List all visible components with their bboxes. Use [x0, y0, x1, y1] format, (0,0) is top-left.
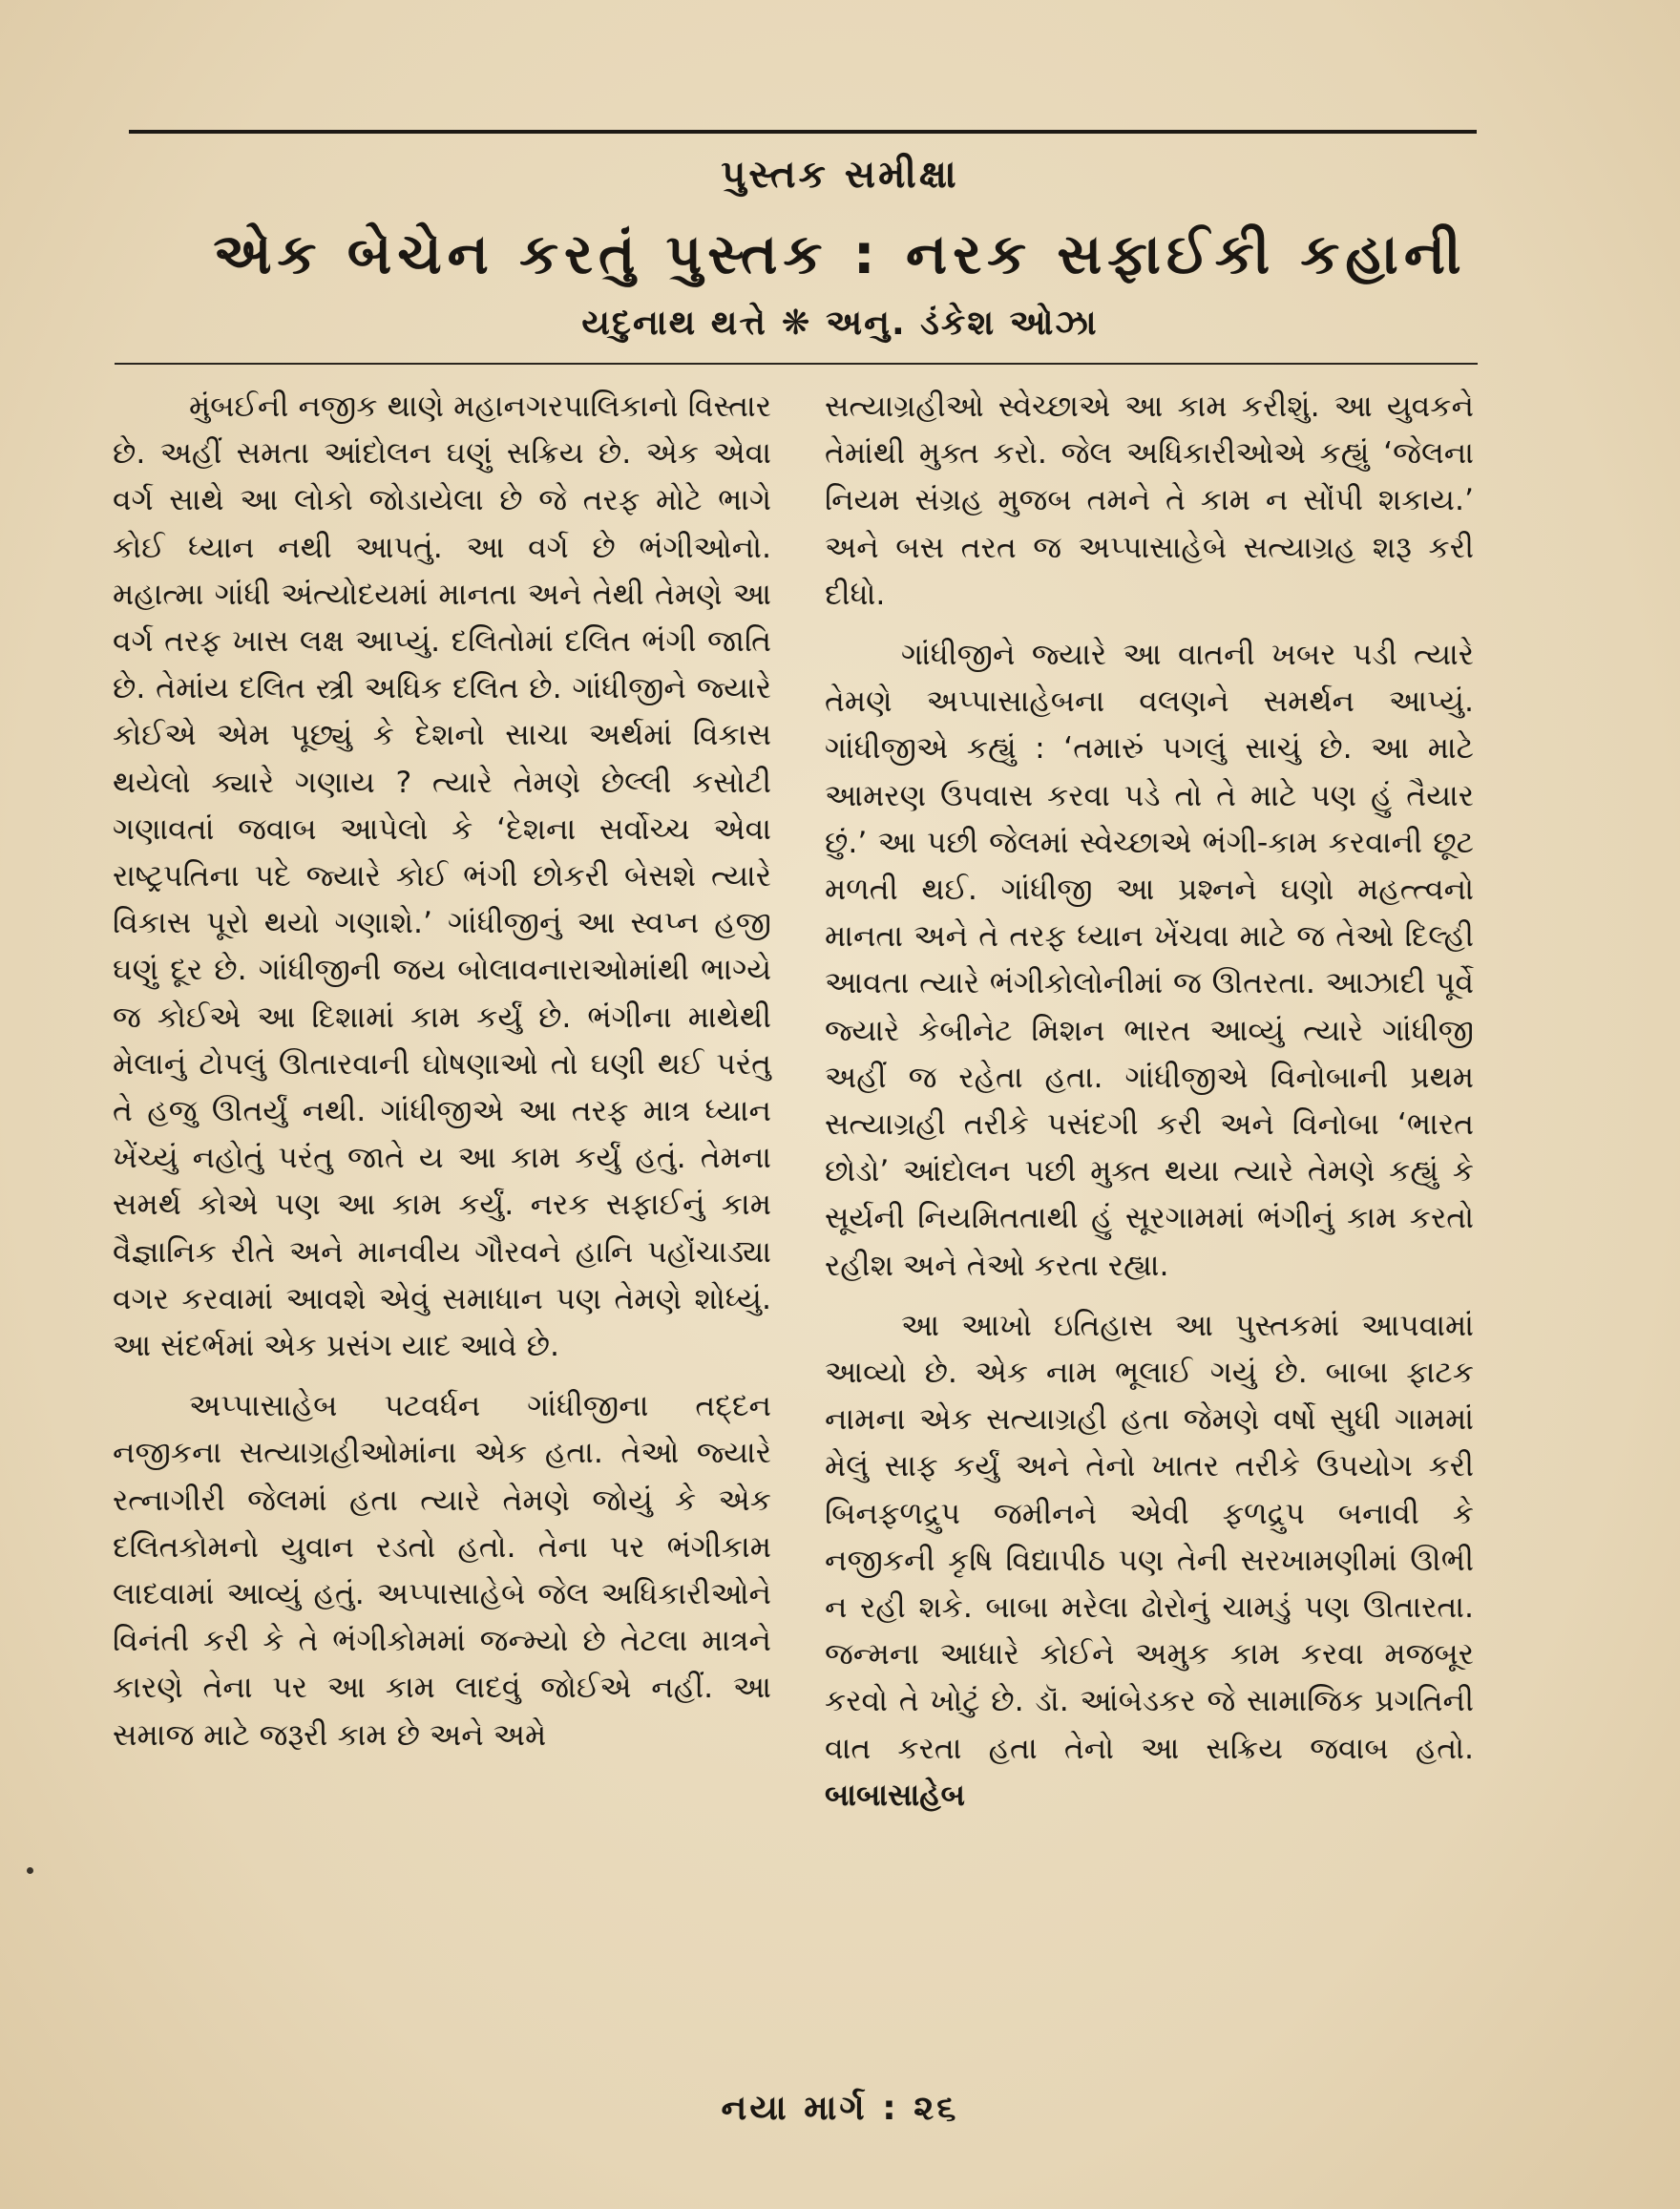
top-rule [129, 130, 1477, 134]
page-footer: નયા માર્ગ : ૨૬ [721, 2089, 959, 2128]
bold-tail-word: બાબાસાહેબ [825, 1778, 965, 1813]
article-headline: એક બેચેન કરતું પુસ્તક : નરક સફાઈકી કહાની [213, 221, 1467, 286]
left-column [113, 384, 771, 1759]
paragraph: ગાંધીજીને જ્યારે આ વાતની ખબર પડી ત્યારે તેમણે અપ્પાસાહેબના વલણને સમર્થન આપ્યું. ગાંધીજીએ કહ્યું : ‘તમારું પગલું સાચું છે. આ માટે આમરણ ઉપવાસ કરવા પડે તો તે માટે પણ હું તૈયાર છું.’ આ પછી જેલમાં સ્વેચ્છાએ ભંગી-કામ કરવાની છૂટ મળતી થઈ. ગાંધીજી આ પ્રશ્નને ઘણો મહત્ત્વનો માનતા અને તે તરફ ધ્યાન ખેંચવા માટે જ તેઓ દિલ્હી આવતા ત્યારે ભંગીકોલોનીમાં જ ઊતરતા. આઝાદી પૂર્વે જ્યારે કેબીનેટ મિશન ભારત આવ્યું ત્યારે ગાંધીજી અહીં જ રહેતા હતા. ગાંધીજીએ વિનોબાની પ્રથમ સત્યાગ્રહી તરીકે પસંદગી કરી અને વિનોબા ‘ભારત છોડો’ આંદોલન પછી મુક્ત થયા ત્યારે તેમણે કહ્યું કે સૂર્યની નિયમિતતાથી હું સૂરગામમાં ભંગીનું કામ કરતો રહીશ અને તેઓ કરતા રહ્યા. [825, 638, 1474, 1283]
right-column [825, 384, 1474, 1820]
paragraph-text: આ આખો ઇતિહાસ આ પુસ્તકમાં આપવામાં આવ્યો છે. એક નામ ભૂલાઈ ગયું છે. બાબા ફાટક નામના એક સત્યાગ્રહી હતા જેમણે વર્ષો સુધી ગામમાં મેલું સાફ કર્યું અને તેનો ખાતર તરીકે ઉપયોગ કરી બિનફળદ્રુપ જમીનને એવી ફળદ્રુપ બનાવી કે નજીકની કૃષિ વિદ્યાપીઠ પણ તેની સરખામણીમાં ઊભી ન રહી શકે. બાબા મરેલા ઢોરોનું ચામડું પણ ઊતારતા. જન્મના આધારે કોઈને અમુક કામ કરવા મજબૂર કરવો તે ખોટું છે. ડૉ. આંબેડકર જે સામાજિક પ્રગતિની વાત કરતા હતા તેનો આ સક્રિય જવાબ હતો. [825, 1308, 1474, 1766]
byline: યદુનાથ થત્તે ❋ અનુ. ડંકેશ ઓઝા [581, 304, 1099, 343]
paragraph [825, 1303, 1474, 1820]
paragraph: મુંબઈની નજીક થાણે મહાનગરપાલિકાનો વિસ્તાર છે. અહીં સમતા આંદોલન ઘણું સક્રિય છે. એક એવા વર્ગ સાથે આ લોકો જોડાયેલા છે જે તરફ મોટે ભાગે કોઈ ધ્યાન નથી આપતું. આ વર્ગ છે ભંગીઓનો. મહાત્મા ગાંધી અંત્યોદયમાં માનતા અને તેથી તેમણે આ વર્ગ તરફ ખાસ લક્ષ આપ્યું. દલિતોમાં દલિત ભંગી જાતિ છે. તેમાંય દલિત સ્ત્રી અધિક દલિત છે. ગાંધીજીને જ્યારે કોઈએ એમ પૂછ્યું કે દેશનો સાચા અર્થમાં વિકાસ થયેલો ક્યારે ગણાય ? ત્યારે તેમણે છેલ્લી કસોટી ગણાવતાં જવાબ આપેલો કે ‘દેશના સર્વોચ્ચ એવા રાષ્ટ્રપતિના પદે જ્યારે કોઈ ભંગી છોકરી બેસશે ત્યારે વિકાસ પૂરો થયો ગણાશે.’ ગાંધીજીનું આ સ્વપ્ન હજી ઘણું દૂર છે. ગાંધીજીની જય બોલાવનારાઓમાંથી ભાગ્યે જ કોઈએ આ દિશામાં કામ કર્યું છે. ભંગીના માથેથી મેલાનું ટોપલું ઊતારવાની ઘોષણાઓ તો ઘણી થઈ પરંતુ તે હજુ ઊતર્યું નથી. ગાંધીજીએ આ તરફ માત્ર ધ્યાન ખેંચ્યું નહોતું પરંતુ જાતે ય આ કામ કર્યું હતું. તેમના સમર્થ કોએ પણ આ કામ કર્યું. નરક સફાઈનું કામ વૈજ્ઞાનિક રીતે અને માનવીય ગૌરવને હાનિ પહોંચાડ્યા વગર કરવામાં આવશે એવું સમાધાન પણ તેમણે શોધ્યું. આ સંદર્ભમાં એક પ્રસંગ યાદ આવે છે. [113, 389, 771, 1364]
section-label: પુસ્તક સમીક્ષા [721, 153, 959, 197]
paragraph: અપ્પાસાહેબ પટવર્ધન ગાંધીજીના તદ્દન નજીકના સત્યાગ્રહીઓમાંના એક હતા. તેઓ જ્યારે રત્નાગીરી જેલમાં હતા ત્યારે તેમણે જોયું કે એક દલિતકોમનો યુવાન રડતો હતો. તેના પર ભંગીકામ લાદવામાં આવ્યું હતું. અપ્પાસાહેબે જેલ અધિકારીઓને વિનંતી કરી કે તે ભંગીકોમમાં જન્મ્યો છે તેટલા માત્રને કારણે તેના પર આ કામ લાદવું જોઈએ નહીં. આ સમાજ માટે જરૂરી કામ છે અને અમે [113, 1389, 771, 1753]
margin-dot [27, 1867, 33, 1874]
paragraph: સત્યાગ્રહીઓ સ્વેચ્છાએ આ કામ કરીશું. આ યુવકને તેમાંથી મુક્ત કરો. જેલ અધિકારીઓએ કહ્યું ‘જેલના નિયમ સંગ્રહ મુજબ તમને તે કામ ન સોંપી શકાય.’ અને બસ તરત જ અપ્પાસાહેબે સત્યાગ્રહ શરૂ કરી દીધો. [825, 389, 1474, 612]
header-rule [115, 363, 1478, 365]
